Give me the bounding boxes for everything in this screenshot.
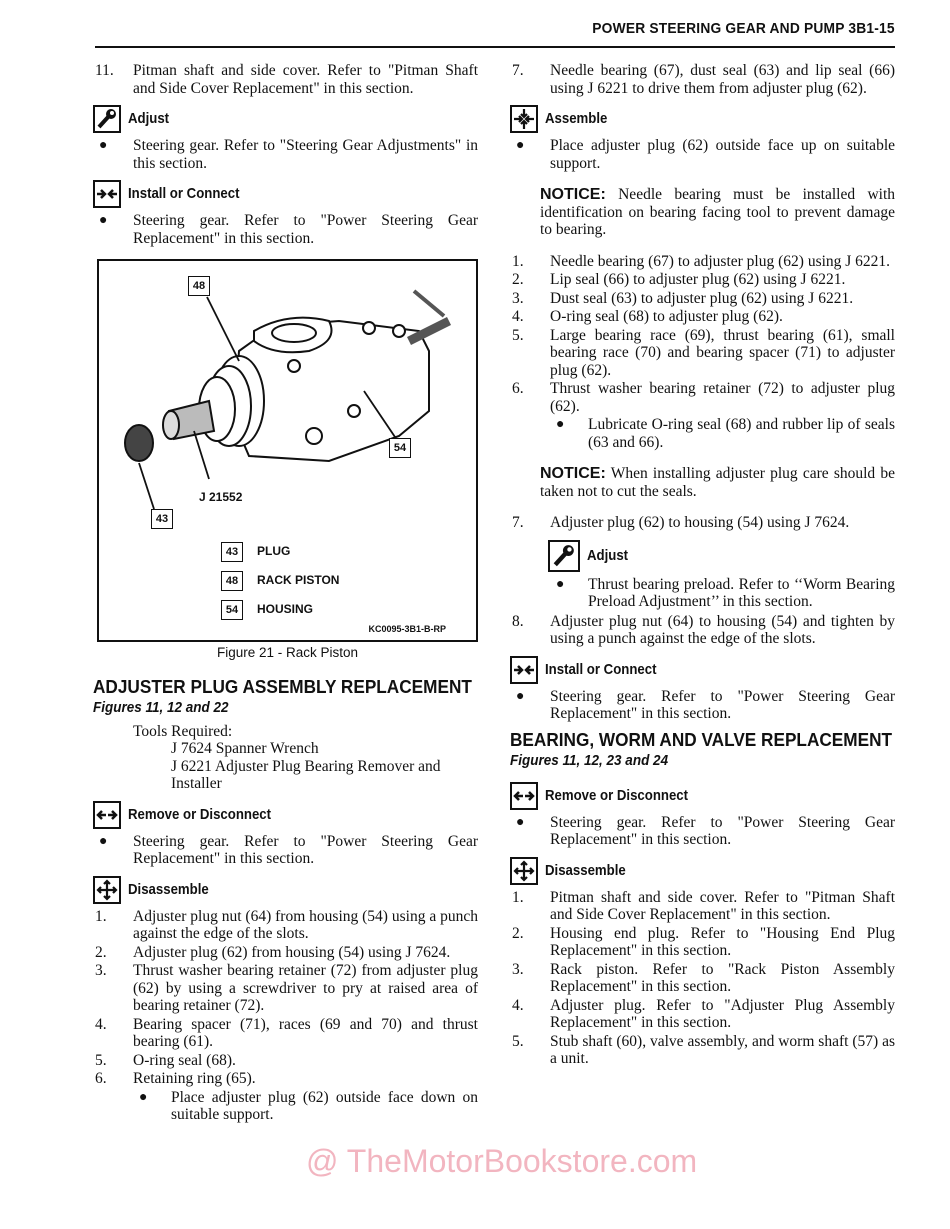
bullet-item [510, 814, 895, 849]
step-number: 3. [512, 289, 524, 307]
step-number: 6. [512, 380, 524, 397]
step-number: 7. [512, 62, 524, 79]
step-text: Adjuster plug. Refer to "Adjuster Plug Assembly Replacement" in this section. [550, 996, 895, 1031]
step-number: 1. [512, 252, 524, 270]
step-item [510, 271, 895, 289]
step-item [93, 62, 478, 97]
step-number: 2. [95, 943, 107, 961]
legend-label: HOUSING [257, 601, 314, 616]
bullet-dot: ● [556, 576, 565, 592]
step-number: 1. [95, 907, 107, 925]
section-subtitle: Figures 11, 12, 23 and 24 [510, 752, 669, 769]
left-column [93, 62, 478, 1124]
figure-legend [221, 537, 339, 624]
step-item [510, 62, 895, 97]
step-number: 4. [95, 1015, 107, 1033]
install-heading [93, 180, 478, 208]
bullet-text: Steering gear. Refer to "Power Steering Gear Replacement" in this section. [133, 212, 478, 247]
bullet-dot: ● [99, 213, 108, 228]
step-item [510, 889, 895, 924]
tools-required [133, 723, 478, 793]
op-label: Disassemble [128, 880, 209, 898]
section-title: ADJUSTER PLUG ASSEMBLY REPLACEMENT [93, 675, 472, 697]
op-label: Remove or Disconnect [545, 786, 689, 804]
notice-label: NOTICE: [540, 465, 606, 482]
legend-label: PLUG [257, 543, 291, 558]
four-arrows-outward-icon [510, 857, 538, 885]
step-item [510, 1033, 895, 1068]
step-number: 4. [512, 996, 524, 1014]
adjust-heading [93, 105, 478, 133]
step-item [510, 380, 895, 415]
callout-48: 48 [188, 276, 210, 296]
step-number: 2. [512, 924, 524, 942]
bullet-dot: ● [516, 814, 525, 830]
remove-heading [93, 801, 478, 829]
step-text: Dust seal (63) to adjuster plug (62) using J 6221. [550, 289, 854, 307]
sub-bullet-item [550, 576, 895, 611]
op-label: Remove or Disconnect [128, 805, 272, 823]
disassemble-heading [510, 857, 895, 885]
bullet-text: Place adjuster plug (62) outside face down on suitable support. [171, 1088, 478, 1123]
bullet-item [93, 833, 478, 868]
assemble-heading [510, 105, 895, 133]
step-text: Needle bearing (67) to adjuster plug (62) using J 6221. [550, 252, 891, 270]
legend-number: 43 [221, 542, 243, 562]
step-text: O-ring seal (68) to adjuster plug (62). [550, 308, 783, 325]
legend-number: 54 [221, 600, 243, 620]
step-text: Needle bearing (67), dust seal (63) and lip seal (66) using J 6221 to drive them from adjuster plug (62). [550, 62, 895, 97]
step-item [93, 1052, 478, 1070]
step-text: Adjuster plug (62) from housing (54) using J 7624. [133, 943, 451, 961]
wrench-icon [93, 105, 121, 133]
step-text: Large bearing race (69), thrust bearing (61), small bearing race (70) and bearing spacer (71) to adjuster plug (62). [550, 326, 895, 379]
step-text: Adjuster plug (62) to housing (54) using J 7624. [550, 514, 850, 531]
step-text: Pitman shaft and side cover. Refer to "Pitman Shaft and Side Cover Replacement" in this section. [550, 888, 895, 923]
step-text: Stub shaft (60), valve assembly, and worm shaft (57) as a unit. [550, 1032, 895, 1067]
op-label: Adjust [128, 110, 170, 128]
step-number: 7. [512, 514, 524, 531]
op-label: Adjust [587, 546, 629, 564]
step-text: Pitman shaft and side cover. Refer to "Pitman Shaft and Side Cover Replacement" in this section. [133, 62, 478, 97]
bullet-item [510, 688, 895, 723]
bullet-dot: ● [516, 688, 525, 704]
bullet-dot: ● [516, 138, 525, 153]
arrows-outward-icon [93, 801, 121, 829]
tool-item: J 6221 Adjuster Plug Bearing Remover and Installer [171, 757, 441, 792]
op-label: Install or Connect [128, 185, 240, 203]
op-label: Install or Connect [545, 660, 657, 678]
bullet-text: Steering gear. Refer to "Power Steering Gear Replacement" in this section. [550, 687, 895, 722]
step-item [93, 908, 478, 943]
sub-bullet-item [133, 1089, 478, 1124]
figure-caption: Figure 21 - Rack Piston [216, 645, 359, 660]
step-number: 2. [512, 271, 524, 288]
step-number: 1. [512, 888, 524, 906]
legend-number: 48 [221, 571, 243, 591]
bullet-dot: ● [99, 833, 108, 849]
watermark: @ TheMotorBookstore.com [306, 1143, 698, 1179]
step-item [93, 1016, 478, 1051]
step-text: Adjuster plug nut (64) to housing (54) and tighten by using a punch against the edge of the slots. [550, 612, 895, 647]
bullet-text: Steering gear. Refer to "Power Steering Gear Replacement" in this section. [550, 813, 895, 848]
op-label: Disassemble [545, 861, 626, 879]
adjust-heading [548, 540, 895, 572]
arrows-outward-icon [510, 782, 538, 810]
step-item [510, 997, 895, 1032]
bullet-item [93, 212, 478, 247]
arrows-inward-icon [93, 180, 121, 208]
four-arrows-inward-icon [510, 105, 538, 133]
bullet-dot: ● [99, 138, 108, 153]
notice-block [540, 465, 895, 500]
step-item [510, 961, 895, 996]
remove-heading [510, 782, 895, 810]
notice-block [540, 186, 895, 239]
step-number: 8. [512, 612, 524, 630]
step-number: 3. [512, 960, 524, 978]
right-column [510, 62, 895, 1069]
bullet-item [510, 137, 895, 172]
step-number: 11. [95, 62, 114, 79]
disassemble-heading [93, 876, 478, 904]
callout-54: 54 [389, 438, 411, 458]
legend-row [221, 537, 339, 566]
bullet-text: Steering gear. Refer to "Steering Gear Adjustments" in this section. [133, 137, 478, 172]
notice-text: Needle bearing must be installed with identification on bearing facing tool to prevent damage to bearing. [540, 186, 895, 238]
legend-row [221, 566, 339, 595]
figure-code: KC0095-3B1-B-RP [368, 623, 446, 634]
sub-bullet-item [550, 416, 895, 451]
step-text: Adjuster plug nut (64) from housing (54) using a punch against the edge of the slots. [133, 907, 478, 942]
section-subtitle: Figures 11, 12 and 22 [93, 699, 229, 716]
step-item [93, 962, 478, 1015]
step-item [510, 290, 895, 308]
step-text: Bearing spacer (71), races (69 and 70) and thrust bearing (61). [133, 1015, 478, 1050]
step-number: 5. [512, 1032, 524, 1050]
wrench-icon [548, 540, 580, 572]
bullet-item [93, 137, 478, 172]
bullet-dot: ● [139, 1089, 148, 1105]
step-text: O-ring seal (68). [133, 1051, 236, 1069]
step-item [510, 253, 895, 271]
step-text: Housing end plug. Refer to "Housing End Plug Replacement" in this section. [550, 924, 895, 959]
install-heading [510, 656, 895, 684]
step-number: 6. [95, 1070, 107, 1087]
tool-item: J 7624 Spanner Wrench [171, 740, 319, 757]
step-text: Rack piston. Refer to "Rack Piston Assembly Replacement" in this section. [550, 960, 895, 995]
bullet-text: Steering gear. Refer to "Power Steering Gear Replacement" in this section. [133, 832, 478, 867]
figure-rack-piston [97, 259, 478, 642]
tools-heading: Tools Required: [133, 722, 233, 740]
step-item [93, 944, 478, 962]
step-item [510, 613, 895, 648]
arrows-inward-icon [510, 656, 538, 684]
step-item [510, 308, 895, 326]
bullet-text: Lubricate O-ring seal (68) and rubber lip of seals (63 and 66). [588, 416, 895, 451]
bullet-text: Thrust bearing preload. Refer to ‘‘Worm Bearing Preload Adjustment’’ in this section. [588, 575, 895, 610]
four-arrows-outward-icon [93, 876, 121, 904]
op-label: Assemble [545, 110, 608, 128]
step-number: 4. [512, 308, 524, 325]
step-number: 3. [95, 962, 107, 979]
step-item [510, 925, 895, 960]
section-title: BEARING, WORM AND VALVE REPLACEMENT [510, 728, 893, 750]
step-text: Lip seal (66) to adjuster plug (62) using J 6221. [550, 271, 846, 288]
step-number: 5. [512, 326, 524, 344]
step-number: 5. [95, 1051, 107, 1069]
page-header [95, 20, 895, 48]
notice-text: When installing adjuster plug care should be taken not to cut the seals. [540, 465, 895, 500]
bullet-text: Place adjuster plug (62) outside face up on suitable support. [550, 137, 895, 172]
legend-row [221, 595, 339, 624]
page-title: POWER STEERING GEAR AND PUMP 3B1-15 [592, 20, 895, 37]
notice-label: NOTICE: [540, 186, 606, 203]
bullet-dot: ● [556, 417, 565, 432]
step-item [93, 1070, 478, 1088]
tool-label: J 21552 [199, 490, 243, 504]
step-item [510, 327, 895, 380]
step-text: Thrust washer bearing retainer (72) from adjuster plug (62) by using a screwdriver to pry at raised area of bearing retainer (72). [133, 962, 478, 1014]
step-text: Retaining ring (65). [133, 1070, 256, 1087]
callout-43: 43 [151, 509, 173, 529]
legend-label: RACK PISTON [257, 572, 340, 587]
step-text: Thrust washer bearing retainer (72) to adjuster plug (62). [550, 380, 895, 415]
step-item [510, 514, 895, 532]
